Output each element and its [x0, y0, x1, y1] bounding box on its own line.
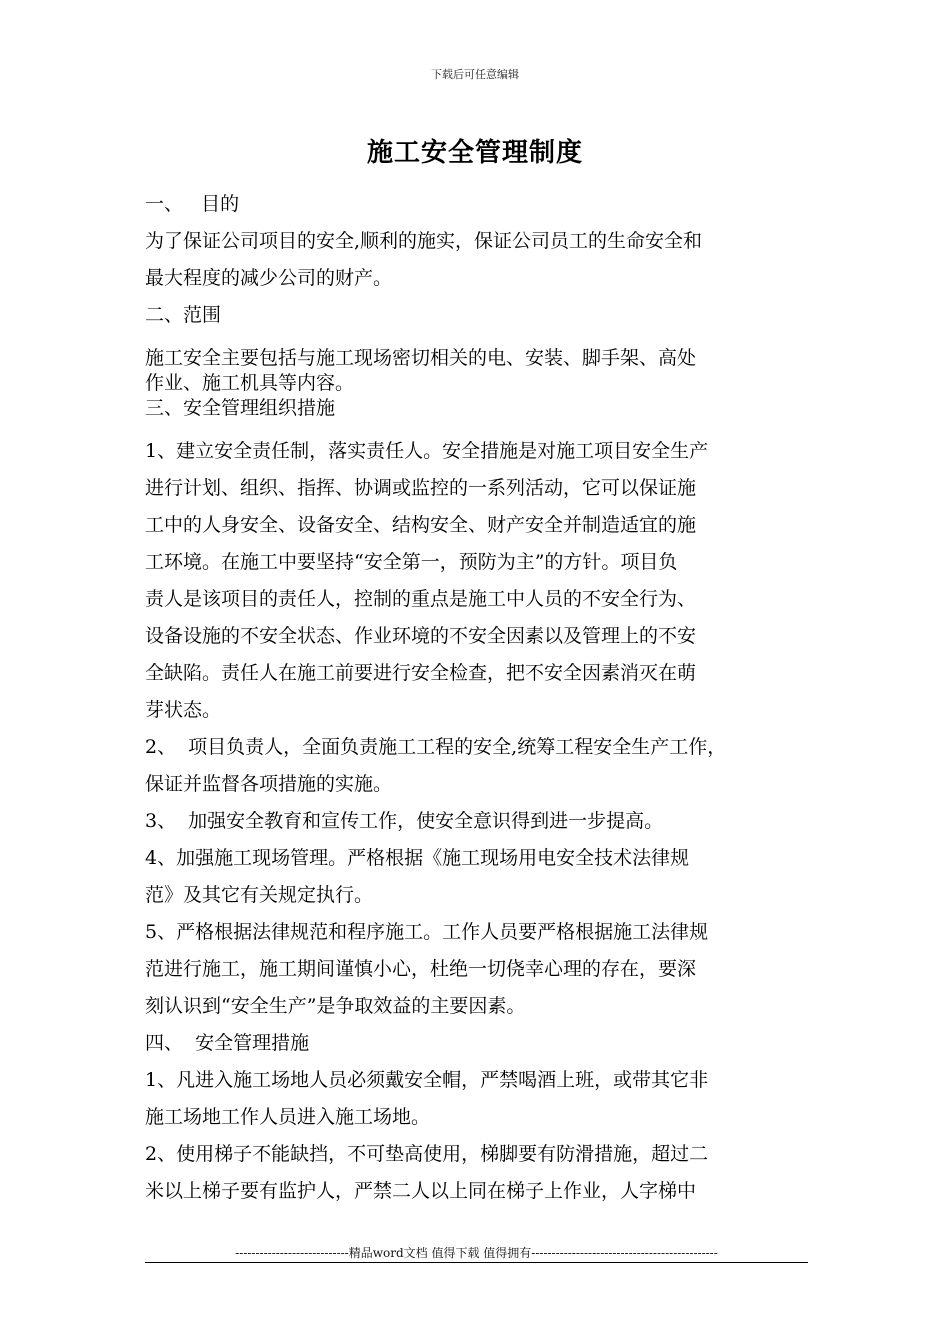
paragraph-line: 1、建立安全责任制，落实责任人。安全措施是对施工项目安全生产 [145, 440, 709, 462]
paragraph-line: 范进行施工，施工期间谨慎小心，杜绝一切侥幸心理的存在，要深 [145, 958, 697, 980]
paragraph-line: 刻认识到“安全生产”是争取效益的主要因素。 [145, 995, 526, 1017]
paragraph-line: 范》及其它有关规定执行。 [145, 884, 374, 906]
paragraph-line: 施工场地工作人员进入施工场地。 [145, 1106, 431, 1128]
paragraph-line: 保证并监督各项措施的实施。 [145, 773, 393, 795]
paragraph-line: 作业、施工机具等内容。 [145, 372, 355, 394]
document-body [145, 186, 815, 1210]
paragraph-line: 2、 项目负责人，全面负责施工工程的安全,统筹工程安全生产工作， [145, 736, 727, 758]
paragraph-line: 3、 加强安全教育和宣传工作，使安全意识得到进一步提高。 [145, 810, 664, 832]
section-heading: 三、安全管理组织措施 [145, 397, 336, 419]
paragraph-line: 为了保证公司项目的安全,顺利的施实，保证公司员工的生命安全和 [145, 230, 703, 252]
footer-note: ----------------------------精品word文档 值得下载 值得拥有---------------------------------------------- [235, 1246, 718, 1260]
paragraph-line: 工环境。在施工中要坚持“安全第一，预防为主”的方针。项目负 [145, 551, 678, 573]
paragraph-line: 5、严格根据法律规范和程序施工。工作人员要严格根据施工法律规 [145, 921, 709, 943]
paragraph-line: 设备设施的不安全状态、作业环境的不安全因素以及管理上的不安 [145, 625, 697, 647]
footer-divider [145, 1262, 808, 1263]
paragraph-line: 进行计划、组织、指挥、协调或监控的一系列活动，它可以保证施 [145, 477, 697, 499]
paragraph-line: 1、凡进入施工场地人员必须戴安全帽，严禁喝酒上班，或带其它非 [145, 1069, 709, 1091]
paragraph-line: 全缺陷。责任人在施工前要进行安全检查，把不安全因素消灭在萌 [145, 662, 697, 684]
section-heading: 一、 目的 [145, 193, 240, 215]
paragraph-line: 芽状态。 [145, 699, 222, 721]
paragraph-line: 施工安全主要包括与施工现场密切相关的电、安装、脚手架、高处 [145, 347, 697, 369]
paragraph-line: 最大程度的减少公司的财产。 [145, 267, 393, 289]
paragraph-line: 米以上梯子要有监护人，严禁二人以上同在梯子上作业，人字梯中 [145, 1180, 697, 1202]
document-title: 施工安全管理制度 [366, 138, 583, 168]
paragraph-line: 2、使用梯子不能缺挡，不可垫高使用，梯脚要有防滑措施，超过二 [145, 1143, 709, 1165]
paragraph-line: 工中的人身安全、设备安全、结构安全、财产安全并制造适宜的施 [145, 514, 697, 536]
header-note: 下载后可任意编辑 [431, 68, 519, 81]
paragraph-line: 4、加强施工现场管理。严格根据《施工现场用电安全技术法律规 [145, 847, 690, 869]
section-heading: 二、范围 [145, 304, 222, 326]
section-heading: 四、 安全管理措施 [145, 1032, 310, 1054]
paragraph-line: 责人是该项目的责任人，控制的重点是施工中人员的不安全行为、 [145, 588, 697, 610]
